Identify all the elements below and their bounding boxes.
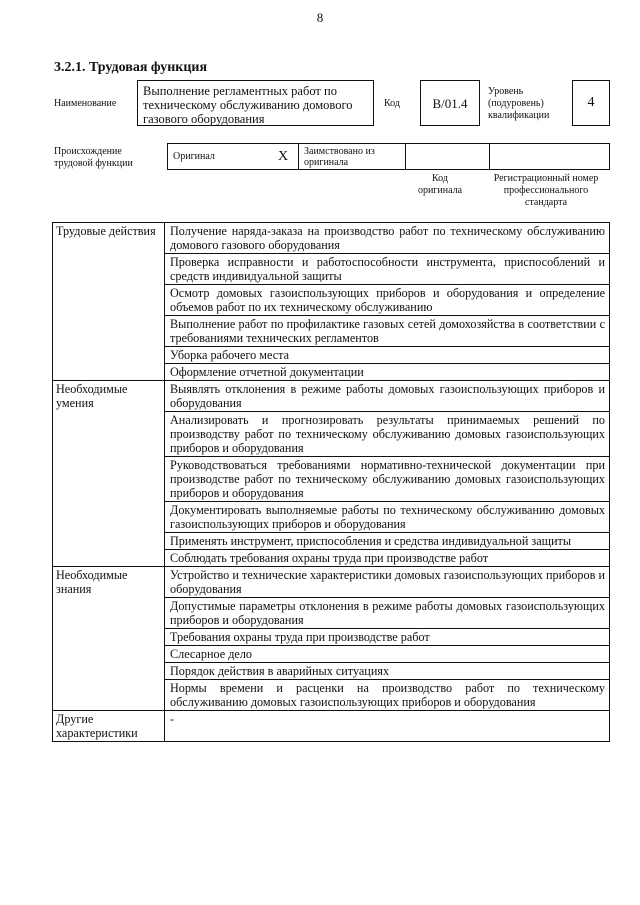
borrowed-label: Заимствовано из оригинала [299, 144, 406, 170]
registration-caption [480, 173, 612, 209]
code-caption-line1: Код [432, 173, 448, 184]
original-label: Оригинал [168, 144, 269, 170]
reg-caption-line2: профессионального [503, 185, 589, 196]
name-label: Наименование [54, 98, 117, 109]
labor-action-item: Уборка рабочего места [165, 347, 610, 364]
knowledge-item: Нормы времени и расценки на производство работ по техническому обслуживанию домовых газоиспользующих приборов и оборудования [165, 680, 610, 711]
knowledge-item: Устройство и технические характеристики домовых газоиспользующих приборов и оборудования [165, 567, 610, 598]
origin-label-line2: трудовой функции [54, 158, 133, 169]
skill-item: Анализировать и прогнозировать результаты принимаемых решений по производству работ по техническому обслуживанию домовых газоиспользующих приборов и оборудования [165, 412, 610, 457]
origin-label-line1: Происхождение [54, 146, 122, 157]
labor-action-item: Оформление отчетной документации [165, 364, 610, 381]
knowledge-item: Требования охраны труда при производстве работ [165, 629, 610, 646]
knowledge-item: Порядок действия в аварийных ситуациях [165, 663, 610, 680]
other-characteristics-value: - [165, 711, 610, 742]
table-row [53, 223, 610, 254]
reg-caption-line3: стандарта [524, 197, 568, 208]
table-row [53, 381, 610, 412]
knowledge-label: Необходимые знания [53, 567, 165, 711]
qualification-level-box: 4 [572, 80, 610, 126]
skills-label: Необходимые умения [53, 381, 165, 567]
labor-action-item: Получение наряда-заказа на производство работ по техническому обслуживанию домового газового оборудования [165, 223, 610, 254]
table-row [53, 711, 610, 742]
other-characteristics-label: Другие характеристики [53, 711, 165, 742]
skill-item: Соблюдать требования охраны труда при производстве работ [165, 550, 610, 567]
section-title: 3.2.1. Трудовая функция [54, 60, 208, 75]
origin-table [167, 143, 610, 170]
skill-item: Применять инструмент, приспособления и средства индивидуальной защиты [165, 533, 610, 550]
level-label-line2: (подуровень) [488, 98, 544, 109]
table-row [53, 567, 610, 598]
labor-action-item: Выполнение работ по профилактике газовых сетей домохозяйства в соответствии с требованиями технических регламентов [165, 316, 610, 347]
code-caption [398, 173, 482, 197]
knowledge-item: Слесарное дело [165, 646, 610, 663]
original-mark: X [268, 144, 299, 170]
skill-item: Выявлять отклонения в режиме работы домовых газоиспользующих приборов и оборудования [165, 381, 610, 412]
labor-action-item: Проверка исправности и работоспособности инструмента, приспособлений и средств индивидуальной защиты [165, 254, 610, 285]
code-caption-line2: оригинала [417, 185, 463, 196]
page-number: 8 [316, 10, 324, 25]
labor-actions-label: Трудовые действия [53, 223, 165, 381]
registration-number-cell [490, 144, 610, 170]
skill-item: Руководствоваться требованиями нормативно-технической документации при производстве работ по техническому обслуживанию домовых газоиспользующих приборов и оборудования [165, 457, 610, 502]
code-label: Код [384, 98, 400, 109]
function-code-box: B/01.4 [420, 80, 480, 126]
level-label-line3: квалификации [488, 110, 550, 121]
reg-caption-line1: Регистрационный номер [493, 173, 599, 184]
original-code-cell [406, 144, 490, 170]
function-details-table [52, 222, 610, 742]
skill-item: Документировать выполняемые работы по техническому обслуживанию домовых газоиспользующих приборов и оборудования [165, 502, 610, 533]
function-name-box: Выполнение регламентных работ по техническому обслуживанию домового газового оборудования [137, 80, 374, 126]
knowledge-item: Допустимые параметры отклонения в режиме работы домовых газоиспользующих приборов и оборудования [165, 598, 610, 629]
level-label-line1: Уровень [488, 86, 524, 97]
labor-action-item: Осмотр домовых газоиспользующих приборов и оборудования и определение объемов работ по их техническому обслуживанию [165, 285, 610, 316]
